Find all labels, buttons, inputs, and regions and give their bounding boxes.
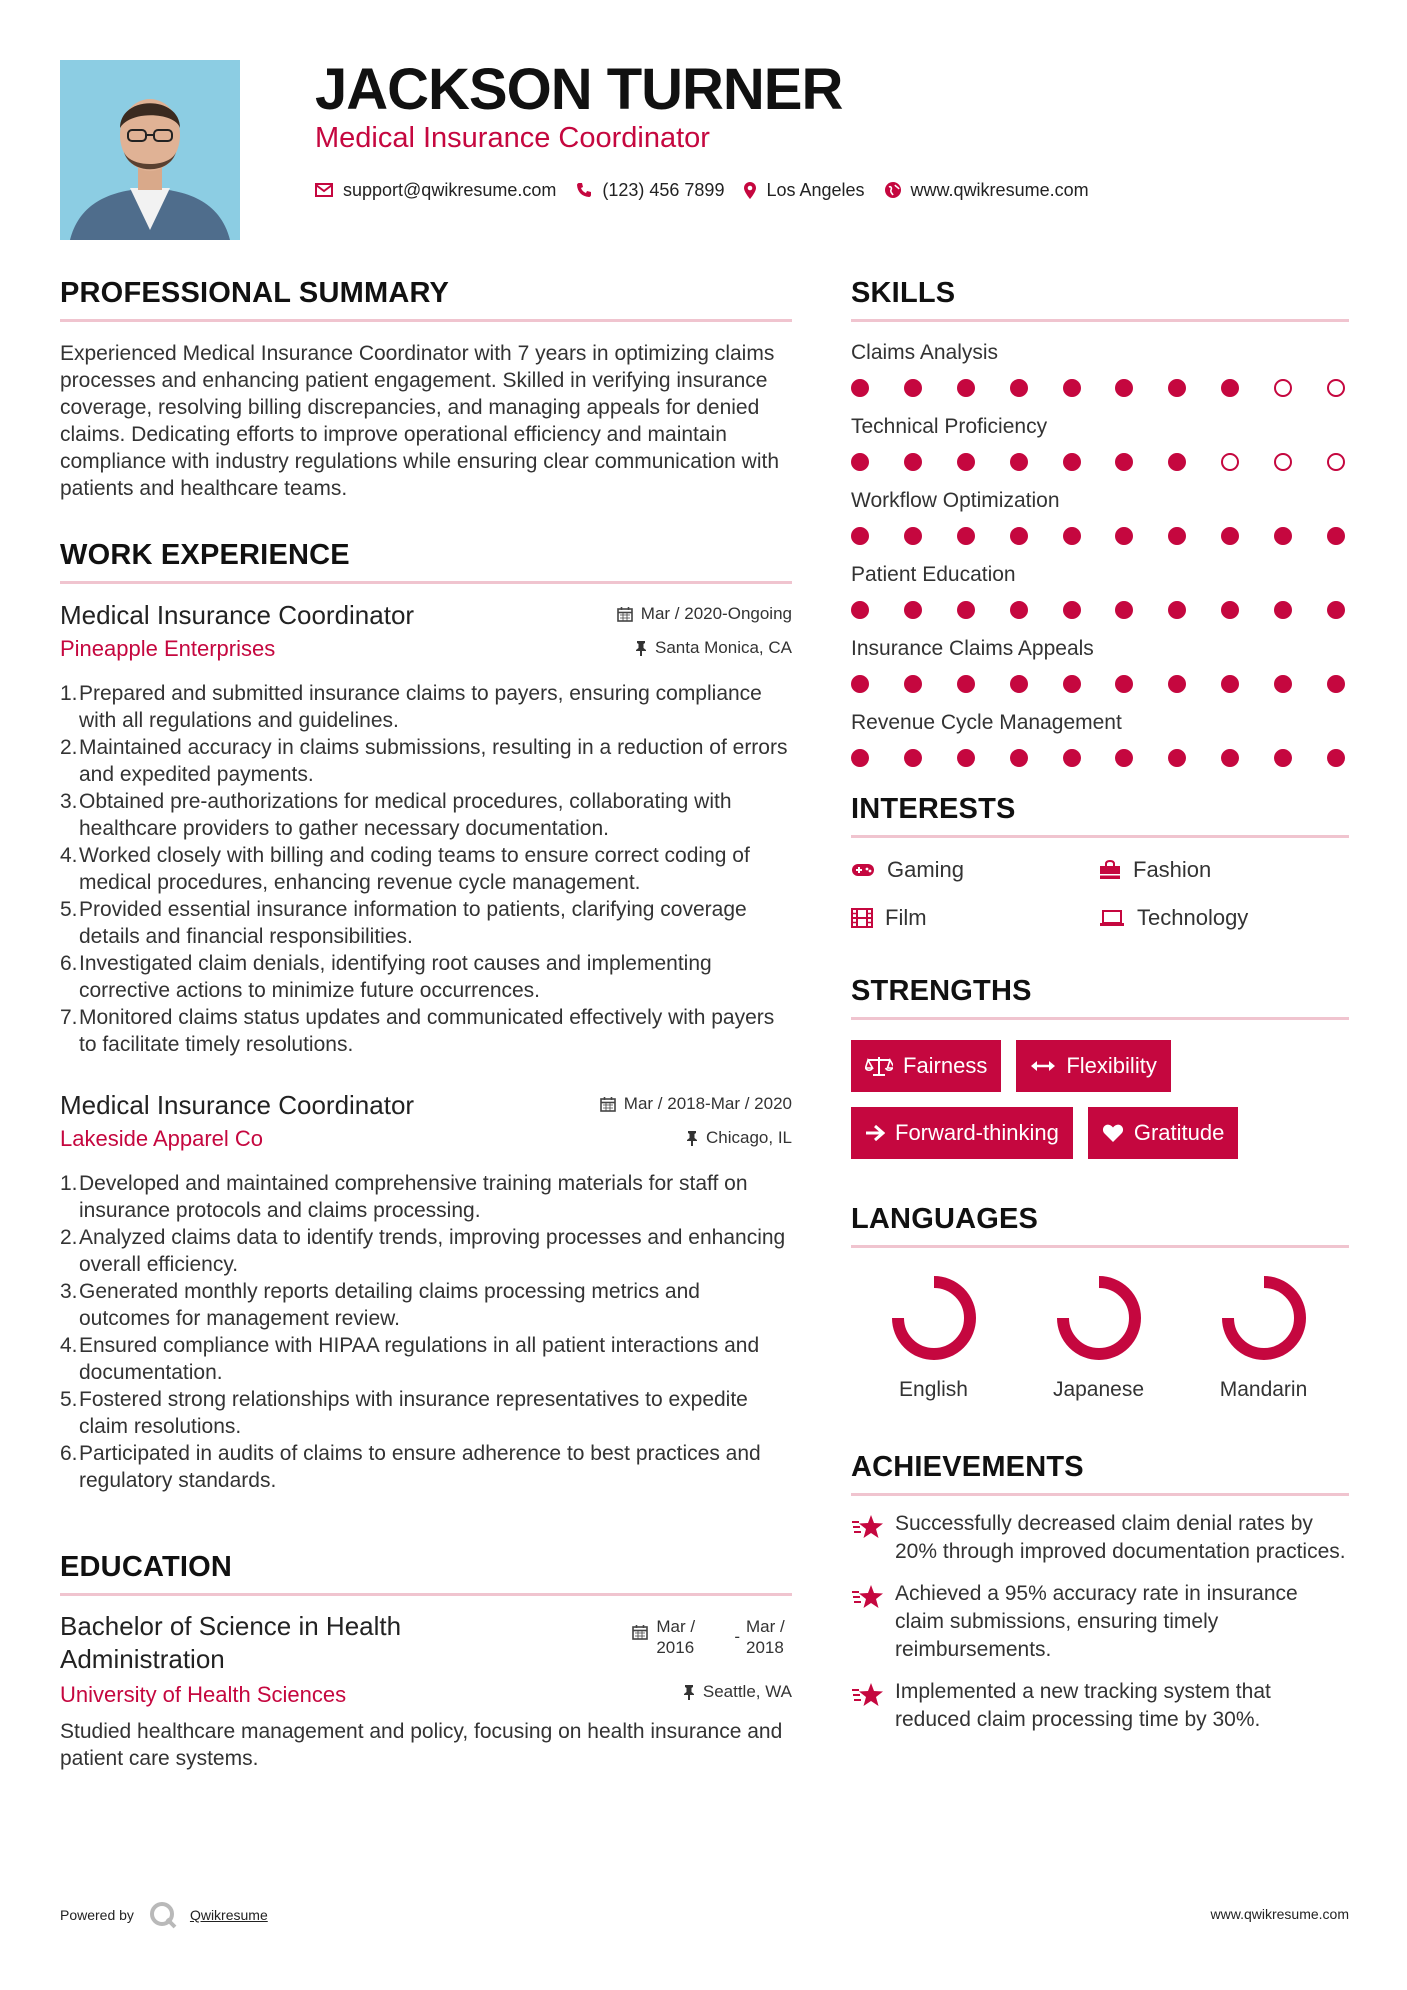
skill-rating [851, 748, 1345, 768]
gamepad-icon [851, 862, 875, 878]
qwikresume-logo-icon [148, 1900, 178, 1930]
education-heading: EDUCATION [60, 1551, 233, 1583]
list-item: 6. Participated in audits of claims to ensure adherence to best practices and regulatory standards. [60, 1442, 761, 1492]
skill-dot-filled [1168, 601, 1186, 619]
job-dates-text: Mar / 2018-Mar / 2020 [623, 1094, 792, 1113]
skill-dot-filled [957, 527, 975, 545]
job-title: Medical Insurance Coordinator [60, 600, 415, 630]
skill-rating [851, 452, 1345, 472]
achievements-list [851, 1510, 1349, 1734]
globe-icon [885, 182, 901, 198]
language-label: English [899, 1378, 968, 1401]
skill-dot-filled [1168, 675, 1186, 693]
skill-dot-filled [1115, 749, 1133, 767]
achievement-text: Implemented a new tracking system that reduced claim processing time by 30%. [895, 1680, 1271, 1731]
job-location [686, 1128, 792, 1148]
location-text: Los Angeles [766, 179, 865, 200]
calendar-icon [617, 606, 633, 622]
skill-name: Patient Education [851, 563, 1016, 586]
strength-label: Forward-thinking [895, 1120, 1059, 1145]
skill-dot-filled [1327, 601, 1345, 619]
skill-dot-filled [1221, 527, 1239, 545]
strength-label: Fairness [903, 1053, 988, 1078]
skill-name: Technical Proficiency [851, 415, 1048, 438]
list-item: 4. Worked closely with billing and coding teams to ensure correct coding of medical procedures, enhancing revenue cycle management. [60, 844, 750, 894]
skill-dot-empty [1274, 379, 1292, 397]
skill-dot-filled [1115, 379, 1133, 397]
skill-dot-filled [904, 379, 922, 397]
skill-dot-filled [1274, 749, 1292, 767]
skill-dot-filled [851, 527, 869, 545]
arrow-right-icon [865, 1124, 885, 1142]
strength-label: Flexibility [1066, 1053, 1157, 1078]
strength-badge [851, 1107, 1073, 1159]
summary-section [60, 272, 792, 502]
section-divider [60, 1593, 792, 1596]
skill-name: Insurance Claims Appeals [851, 637, 1094, 660]
achievement-item [851, 1510, 1349, 1566]
skill-dot-filled [1168, 527, 1186, 545]
list-item: 6. Investigated claim denials, identifying root causes and implementing corrective actions to minimize future occurrences. [60, 952, 712, 1002]
contact-website[interactable] [885, 180, 1089, 201]
interests-section [851, 788, 1349, 932]
skill-dot-filled [904, 527, 922, 545]
list-item: 1. Prepared and submitted insurance claims to payers, ensuring compliance with all regulations and guidelines. [60, 682, 762, 732]
job-entry [60, 1088, 792, 1494]
skill-dot-filled [1010, 527, 1028, 545]
skill-rating [851, 674, 1345, 694]
skills-list [851, 338, 1349, 768]
skill-dot-filled [1115, 601, 1133, 619]
map-marker-icon [744, 182, 756, 199]
heart-icon [1102, 1123, 1124, 1143]
education-start: Mar / 2016 [656, 1617, 696, 1657]
interest-item [851, 904, 1099, 932]
skill-dot-filled [1274, 675, 1292, 693]
skill-name: Workflow Optimization [851, 489, 1060, 512]
skill-dot-filled [851, 453, 869, 471]
skills-section [851, 272, 1349, 768]
skill-dot-filled [1168, 453, 1186, 471]
brand-link[interactable]: Qwikresume [189, 1907, 268, 1923]
languages-list [851, 1270, 1349, 1402]
skill-dot-filled [1010, 453, 1028, 471]
skill-dot-empty [1327, 453, 1345, 471]
skill-dot-filled [904, 749, 922, 767]
language-proficiency-ring [1216, 1270, 1312, 1366]
skill-dot-filled [1168, 749, 1186, 767]
section-divider [851, 1017, 1349, 1020]
skill-dot-filled [1115, 527, 1133, 545]
envelope-icon [315, 183, 333, 197]
skill-dot-filled [1010, 601, 1028, 619]
film-icon [851, 908, 873, 928]
list-item: 3. Obtained pre-authorizations for medical procedures, collaborating with healthcare providers to gather necessary documentation. [60, 790, 732, 840]
education-end: Mar / 2018 [746, 1617, 785, 1657]
achievement-text: Achieved a 95% accuracy rate in insurance claim submissions, ensuring timely reimbursements. [895, 1582, 1298, 1661]
skills-heading: SKILLS [851, 277, 956, 309]
contact-phone[interactable] [576, 180, 724, 201]
list-item: 5. Fostered strong relationships with insurance representatives to expedite claim resolutions. [60, 1388, 748, 1438]
skill-dot-filled [904, 453, 922, 471]
list-item: 3. Generated monthly reports detailing claims processing metrics and outcomes for management review. [60, 1280, 700, 1330]
right-column [851, 272, 1349, 1734]
website-text: www.qwikresume.com [910, 179, 1089, 200]
job-company: Pineapple Enterprises [60, 636, 276, 661]
email-text: support@qwikresume.com [343, 179, 557, 200]
contact-location [744, 180, 864, 201]
skill-dot-filled [904, 675, 922, 693]
section-divider [851, 835, 1349, 838]
language-item [1181, 1270, 1346, 1402]
language-label: Mandarin [1219, 1378, 1308, 1401]
skill-item [851, 634, 1349, 694]
skill-rating [851, 600, 1345, 620]
experience-section [60, 534, 792, 1494]
school-name: University of Health Sciences [60, 1682, 347, 1707]
star-icon [851, 1584, 885, 1610]
footer-site-link[interactable]: www.qwikresume.com [1210, 1906, 1349, 1922]
balance-scale-icon [865, 1055, 893, 1077]
skill-dot-filled [957, 675, 975, 693]
skill-dot-filled [1063, 601, 1081, 619]
job-dates [600, 1094, 792, 1114]
skill-dot-filled [1274, 601, 1292, 619]
calendar-icon [600, 1096, 616, 1112]
section-divider [851, 1245, 1349, 1248]
job-company: Lakeside Apparel Co [60, 1126, 264, 1151]
shopping-bag-icon [1099, 860, 1121, 880]
interests-list [851, 856, 1349, 932]
skill-item [851, 708, 1349, 768]
strengths-section [851, 970, 1349, 1174]
skill-dot-filled [1221, 675, 1239, 693]
pushpin-icon [635, 640, 647, 656]
strengths-heading: STRENGTHS [851, 975, 1032, 1007]
skill-item [851, 412, 1349, 472]
section-divider [851, 319, 1349, 322]
calendar-icon [632, 1624, 648, 1640]
degree-title: Bachelor of Science in Health Administration [60, 1611, 402, 1674]
strength-badge [1016, 1040, 1170, 1092]
interest-item [851, 856, 1099, 884]
achievements-heading: ACHIEVEMENTS [851, 1451, 1084, 1483]
job-dates-text: Mar / 2020-Ongoing [640, 604, 792, 623]
candidate-name: JACKSON TURNER [315, 57, 843, 122]
skill-item [851, 338, 1349, 398]
job-entry [60, 598, 792, 1058]
job-duties-list [60, 1170, 792, 1494]
skill-item [851, 486, 1349, 546]
list-item: 2. Maintained accuracy in claims submissions, resulting in a reduction of errors and expedited payments. [60, 736, 788, 786]
arrows-horizontal-icon [1030, 1059, 1056, 1073]
achievement-item [851, 1580, 1349, 1664]
strengths-list [851, 1040, 1349, 1174]
experience-heading: WORK EXPERIENCE [60, 539, 350, 571]
summary-heading: PROFESSIONAL SUMMARY [60, 277, 450, 309]
interest-item [1099, 856, 1347, 884]
strength-label: Gratitude [1133, 1120, 1225, 1145]
list-item: 4. Ensured compliance with HIPAA regulations in all patient interactions and documentation. [60, 1334, 760, 1384]
skill-dot-filled [1168, 379, 1186, 397]
phone-text: (123) 456 7899 [602, 179, 725, 200]
pushpin-icon [683, 1684, 695, 1700]
skill-dot-filled [1327, 527, 1345, 545]
skill-dot-filled [957, 379, 975, 397]
interests-heading: INTERESTS [851, 793, 1016, 825]
skill-dot-filled [851, 601, 869, 619]
skill-dot-filled [957, 453, 975, 471]
skill-dot-filled [1010, 749, 1028, 767]
skill-dot-empty [1327, 379, 1345, 397]
education-description: Studied healthcare management and policy, focusing on health insurance and patient care systems. [60, 1720, 783, 1770]
job-location-text: Santa Monica, CA [654, 638, 792, 657]
pushpin-icon [686, 1130, 698, 1146]
skill-name: Claims Analysis [851, 341, 999, 364]
language-item [851, 1270, 1016, 1402]
languages-heading: LANGUAGES [851, 1203, 1039, 1235]
skill-dot-filled [1327, 749, 1345, 767]
skill-dot-filled [1063, 749, 1081, 767]
skill-dot-empty [1274, 453, 1292, 471]
job-title: Medical Insurance Coordinator [60, 1090, 415, 1120]
left-column [60, 272, 792, 1772]
footer-powered-by [60, 1900, 268, 1930]
skill-dot-filled [1115, 675, 1133, 693]
skill-dot-filled [1221, 601, 1239, 619]
interest-label: Film [885, 905, 927, 930]
languages-section [851, 1198, 1349, 1402]
strength-badge [851, 1040, 1001, 1092]
skill-dot-filled [957, 601, 975, 619]
section-divider [851, 1493, 1349, 1496]
skill-name: Revenue Cycle Management [851, 711, 1122, 734]
laptop-icon [1099, 909, 1125, 927]
achievement-item [851, 1678, 1349, 1734]
section-divider [60, 319, 792, 322]
skill-rating [851, 526, 1345, 546]
job-duties-list [60, 680, 792, 1058]
contact-row [315, 178, 1109, 202]
skill-dot-filled [1063, 527, 1081, 545]
skill-dot-filled [1063, 675, 1081, 693]
interest-label: Technology [1137, 905, 1249, 930]
skill-dot-filled [1221, 379, 1239, 397]
skill-dot-filled [1010, 379, 1028, 397]
phone-icon [576, 182, 592, 198]
job-location [635, 638, 792, 658]
powered-by-text: Powered by [60, 1907, 134, 1923]
language-proficiency-ring [886, 1270, 982, 1366]
skill-dot-filled [904, 601, 922, 619]
skill-rating [851, 378, 1345, 398]
achievement-text: Successfully decreased claim denial rates by 20% through improved documentation practices. [895, 1512, 1346, 1563]
education-dates: Mar / 2016 - Mar / 2018 [632, 1616, 792, 1658]
summary-text: Experienced Medical Insurance Coordinator with 7 years in optimizing claims processes and enhancing patient engagement. Skilled in verifying insurance coverage, resolving billing discrepancies, and managing appeals for denied claims. Dedicating efforts to improve operational efficiency and maintain compliance with industry regulations while ensuring clear communication with patients and healthcare teams. [60, 342, 780, 500]
skill-dot-filled [1115, 453, 1133, 471]
star-icon [851, 1682, 885, 1708]
candidate-title: Medical Insurance Coordinator [315, 122, 710, 154]
interest-label: Fashion [1133, 857, 1212, 882]
list-item: 2. Analyzed claims data to identify trends, improving processes and enhancing overall efficiency. [60, 1226, 786, 1276]
strength-badge [1088, 1107, 1239, 1159]
profile-photo [60, 60, 240, 240]
interest-label: Gaming [887, 857, 965, 882]
list-item: 5. Provided essential insurance information to patients, clarifying coverage details and financial responsibilities. [60, 898, 747, 948]
education-location [683, 1682, 792, 1702]
skill-dot-filled [851, 675, 869, 693]
skill-dot-empty [1221, 453, 1239, 471]
skill-dot-filled [1221, 749, 1239, 767]
contact-email[interactable] [315, 180, 556, 201]
list-item: 7. Monitored claims status updates and communicated effectively with payers to facilitate timely resolutions. [60, 1006, 775, 1056]
skill-dot-filled [1327, 675, 1345, 693]
skill-dot-filled [1010, 675, 1028, 693]
skill-dot-filled [1063, 379, 1081, 397]
education-entry [60, 1610, 792, 1772]
job-dates [617, 604, 792, 624]
skill-dot-filled [1063, 453, 1081, 471]
skill-dot-filled [1274, 527, 1292, 545]
section-divider [60, 581, 792, 584]
language-label: Japanese [1052, 1378, 1145, 1401]
language-item [1016, 1270, 1181, 1402]
job-location-text: Chicago, IL [706, 1128, 792, 1147]
education-section [60, 1546, 792, 1772]
skill-dot-filled [851, 379, 869, 397]
skill-item [851, 560, 1349, 620]
skill-dot-filled [957, 749, 975, 767]
achievements-section [851, 1446, 1349, 1734]
language-proficiency-ring [1051, 1270, 1147, 1366]
education-location-text: Seattle, WA [702, 1682, 792, 1701]
star-icon [851, 1514, 885, 1540]
list-item: 1. Developed and maintained comprehensive training materials for staff on insurance protocols and claims processing. [60, 1172, 748, 1222]
interest-item [1099, 904, 1347, 932]
skill-dot-filled [851, 749, 869, 767]
